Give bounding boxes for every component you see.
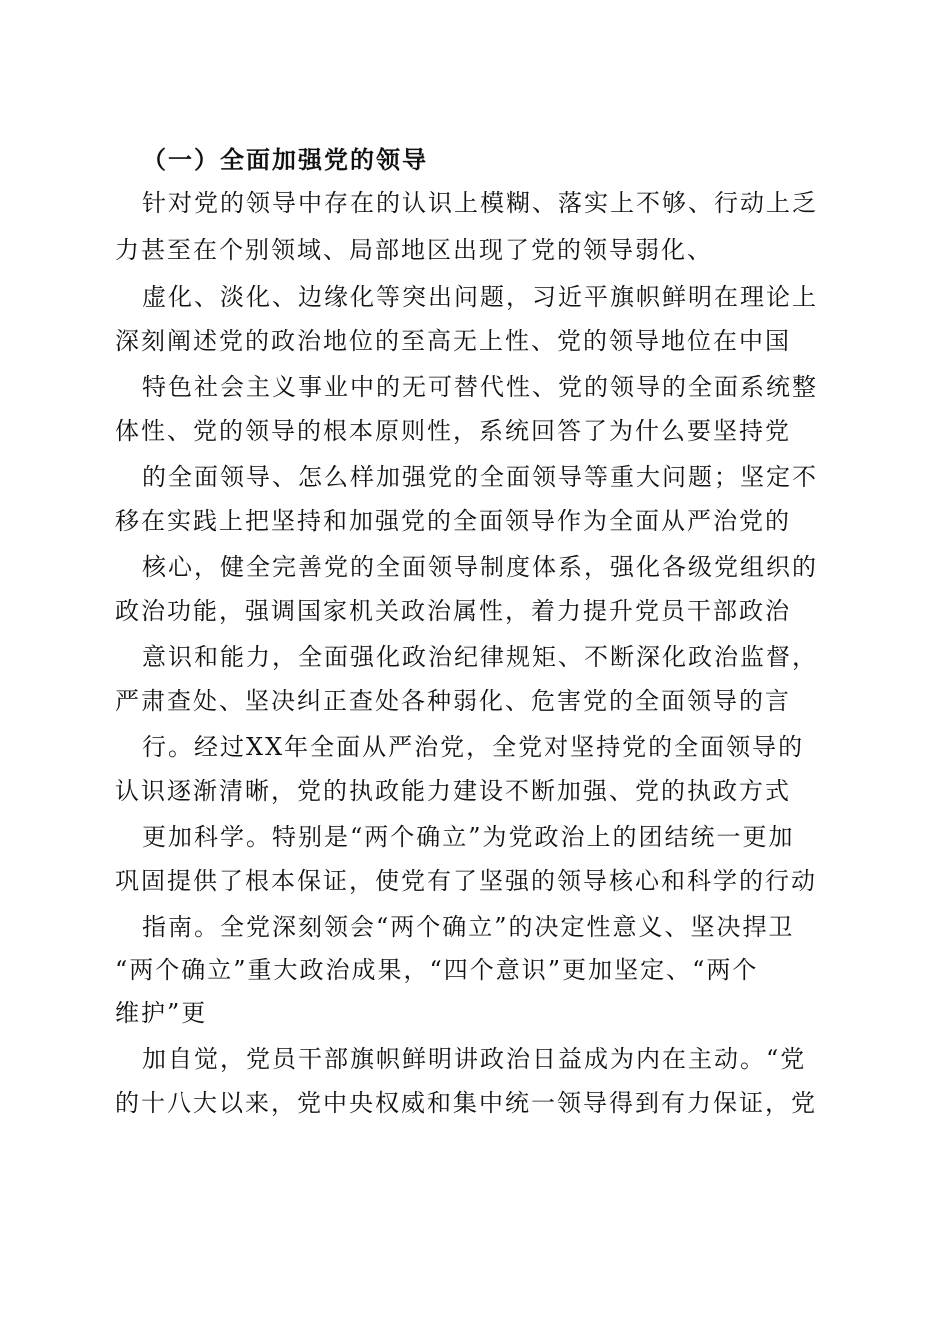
text-line: 更加科学。特别是“两个确立”为党政治上的团结统一更加 bbox=[142, 823, 795, 851]
text-line: 意识和能力，全面强化政治纪律规矩、不断深化政治监督， bbox=[142, 643, 818, 671]
text-line: 虚化、淡化、边缘化等突出问题，习近平旗帜鲜明在理论上 bbox=[142, 283, 818, 311]
text-line: 指南。全党深刻领会“两个确立”的决定性意义、坚决捍卫 bbox=[142, 913, 795, 941]
text-line: 维护”更 bbox=[115, 999, 208, 1027]
text-line: 的十八大以来，党中央权威和集中统一领导得到有力保证，党 bbox=[115, 1089, 817, 1117]
text-line: “两个确立”重大政治成果，“四个意识”更加坚定、“两个 bbox=[115, 956, 759, 984]
text-line: 严肃查处、坚决纠正查处各种弱化、危害党的全面领导的言 bbox=[115, 687, 791, 715]
text-line: 力甚至在个别领域、局部地区出现了党的领导弱化、 bbox=[115, 236, 713, 264]
text-line: 针对党的领导中存在的认识上模糊、落实上不够、行动上乏 bbox=[142, 189, 818, 217]
text-line: 核心，健全完善党的全面领导制度体系，强化各级党组织的 bbox=[142, 553, 818, 581]
text-line: 的全面领导、怎么样加强党的全面领导等重大问题；坚定不 bbox=[142, 463, 818, 491]
text-line: 移在实践上把坚持和加强党的全面领导作为全面从严治党的 bbox=[115, 507, 791, 535]
text-line: 政治功能，强调国家机关政治属性，着力提升党员干部政治 bbox=[115, 597, 791, 625]
text-line: 体性、党的领导的根本原则性，系统回答了为什么要坚持党 bbox=[115, 417, 791, 445]
text-line: 加自觉，党员干部旗帜鲜明讲政治日益成为内在主动。“党 bbox=[142, 1045, 807, 1073]
text-line: 特色社会主义事业中的无可替代性、党的领导的全面系统整 bbox=[142, 373, 818, 401]
text-line: 认识逐渐清晰，党的执政能力建设不断加强、党的执政方式 bbox=[115, 777, 791, 805]
text-line: 深刻阐述党的政治地位的至高无上性、党的领导地位在中国 bbox=[115, 327, 791, 355]
section-heading: （一）全面加强党的领导 bbox=[142, 145, 428, 174]
text-line: 行。经过XX年全面从严治党，全党对坚持党的全面领导的 bbox=[142, 733, 805, 761]
text-line: 巩固提供了根本保证，使党有了坚强的领导核心和科学的行动 bbox=[115, 867, 817, 895]
